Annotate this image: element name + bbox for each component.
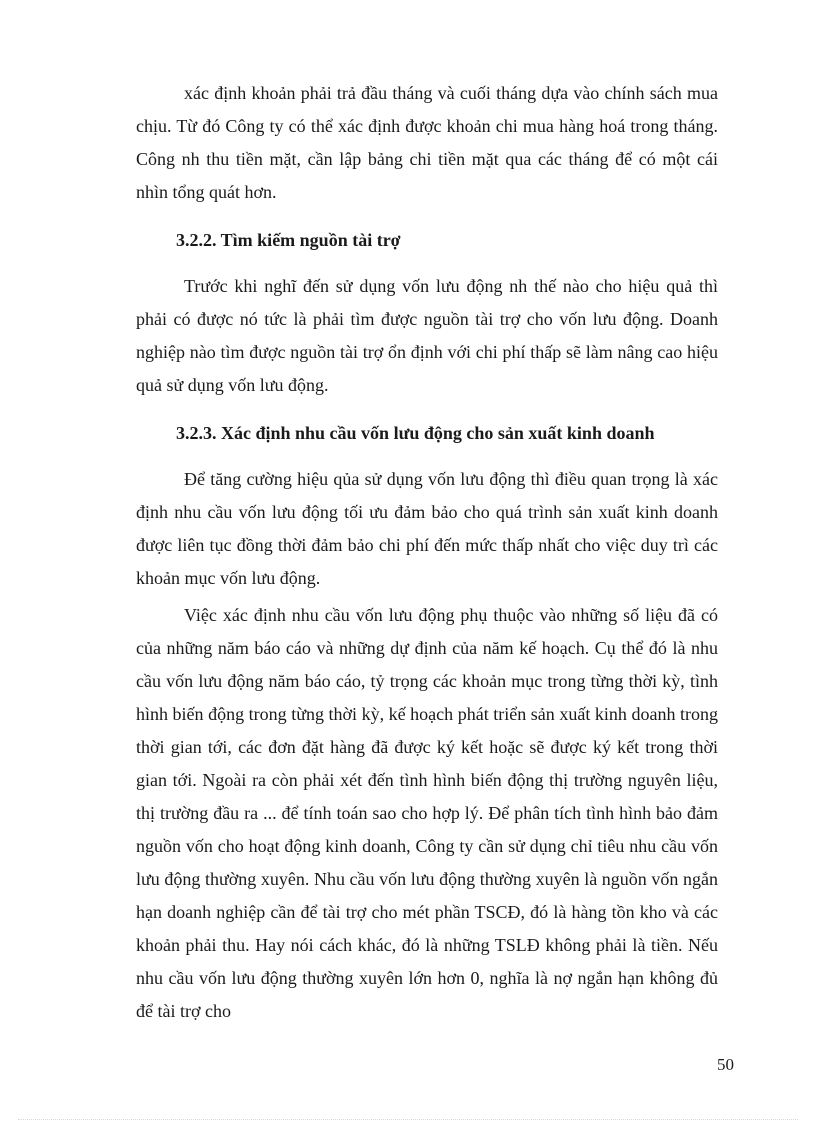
paragraph-capital-needs: Để tăng cường hiệu qủa sử dụng vốn lưu động thì điều quan trọng là xác định nhu cầu vốn lưu động tối ưu đảm bảo cho quá trình sản xuất kinh doanh được liên tục đồng thời đảm bảo chi phí đến mức thấp nhất cho việc duy trì các khoản mục vốn lưu động. <box>136 469 718 588</box>
spacer <box>136 257 718 270</box>
paragraph-intro-continuation: xác định khoản phải trả đầu tháng và cuối tháng dựa vào chính sách mua chịu. Từ đó Công ty có thể xác định được khoản chi mua hàng hoá trong tháng. Công nh thu tiền mặt, cần lập bảng chi tiền mặt qua các tháng để có một cái nhìn tổng quát hơn. <box>136 83 718 202</box>
paragraph-funding-sources: Trước khi nghĩ đến sử dụng vốn lưu động nh thế nào cho hiệu quả thì phải có được nó tức là phải tìm được nguồn tài trợ cho vốn lưu động. Doanh nghiệp nào tìm được nguồn tài trợ ổn định với chi phí thấp sẽ làm nâng cao hiệu quả sử dụng vốn lưu động. <box>136 276 718 395</box>
section-heading-3-2-3: 3.2.3. Xác định nhu cầu vốn lưu động cho sản xuất kinh doanh <box>176 423 655 443</box>
spacer <box>136 402 718 417</box>
paragraph-capital-determination: Việc xác định nhu cầu vốn lưu động phụ thuộc vào những số liệu đã có của những năm báo cáo và những dự định của năm kế hoạch. Cụ thể đó là nhu cầu vốn lưu động năm báo cáo, tỷ trọng các khoản mục trong từng thời kỳ, tình hình biến động trong từng thời kỳ, kế hoạch phát triển sản xuất kinh doanh trong thời gian tới, các đơn đặt hàng đã được ký kết hoặc sẽ được ký kết trong thời gian tới. Ngoài ra còn phải xét đến tình hình biến động thị trường nguyên liệu, thị trường đầu ra ... để tính toán sao cho hợp lý. Để phân tích tình hình bảo đảm nguồn vốn cho hoạt động kinh doanh, Công ty cần sử dụng chỉ tiêu nhu cầu vốn lưu động thường xuyên. Nhu cầu vốn lưu động thường xuyên là nguồn vốn ngắn hạn doanh nghiệp cần để tài trợ cho mét phần TSCĐ, đó là hàng tồn kho và các khoản phải thu. Hay nói cách khác, đó là những TSLĐ không phải là tiền. Nếu nhu cầu vốn lưu động thường xuyên lớn hơn 0, nghĩa là nợ ngắn hạn không đủ để tài trợ cho <box>136 605 718 1021</box>
page-body <box>136 77 718 1028</box>
page-bottom-divider <box>18 1119 798 1120</box>
spacer <box>136 209 718 224</box>
section-heading-3-2-2: 3.2.2. Tìm kiếm nguồn tài trợ <box>176 230 401 250</box>
spacer <box>136 450 718 463</box>
page-number: 50 <box>717 1055 734 1074</box>
